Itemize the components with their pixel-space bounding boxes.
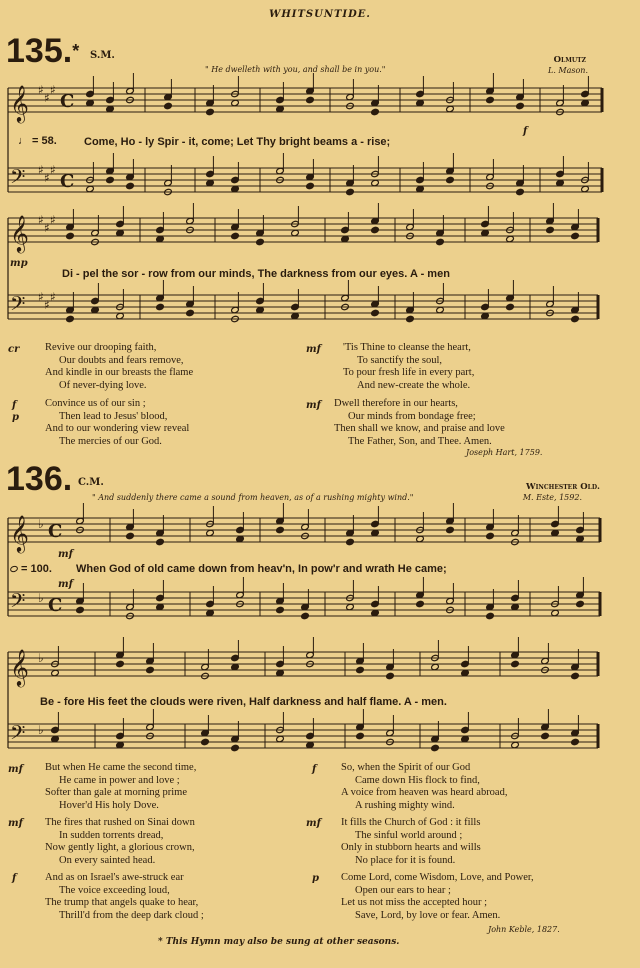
hymn-136-quote: " And suddenly there came a sound from heaven, as of a rushing mighty wind." xyxy=(92,493,414,502)
hymn-136-number: 136. xyxy=(6,460,73,498)
hymn-136-verse-2 xyxy=(45,762,196,812)
dynamic-mark: cr xyxy=(8,344,20,355)
dynamic-mark: mf xyxy=(8,818,23,829)
quarter-note xyxy=(66,315,75,322)
time-signature: C xyxy=(48,521,63,542)
time-signature: C xyxy=(60,91,75,112)
dynamic-mark: f xyxy=(12,400,17,411)
sharp-icon: ♯ xyxy=(38,213,44,227)
page-footnote: * This Hymn may also be sung at other seasons. xyxy=(158,937,400,947)
quarter-note xyxy=(201,738,210,745)
hymn-136-verse-4 xyxy=(45,872,204,922)
verse-line: Then shall we know, and praise and love xyxy=(334,423,505,435)
verse-line: The Father, Son, and Thee. Amen. xyxy=(348,435,492,447)
hymn-136-author: John Keble, 1827. xyxy=(488,925,560,934)
quarter-note xyxy=(446,176,455,183)
verse-line: Dwell therefore in our hearts, xyxy=(334,398,458,409)
bass-clef-icon: 𝄢 xyxy=(10,721,26,749)
hymn-136-verse-7 xyxy=(341,872,534,922)
time-signature: C xyxy=(48,595,63,616)
quarter-note xyxy=(571,672,580,679)
quarter-note xyxy=(371,226,380,233)
quarter-note xyxy=(126,532,135,539)
quarter-note xyxy=(66,232,75,239)
hymn-136-verse-3 xyxy=(45,817,195,867)
hymn-136-score xyxy=(0,506,640,756)
quarter-note xyxy=(406,315,415,322)
quarter-note xyxy=(231,744,240,751)
quarter-note xyxy=(576,600,585,607)
dynamic-mark: mf xyxy=(306,400,321,411)
hymn-135-quote: " He dwelleth with you, and shall be in you." xyxy=(205,65,386,74)
verse-line: Open our ears to hear ; xyxy=(355,884,451,896)
hymn-135-lyric-line-1: Come, Ho - ly Spir - it, come; Let Thy bright beams a - rise; xyxy=(84,136,391,148)
dynamic-mark: mf xyxy=(306,818,321,829)
dynamic-mark: f xyxy=(12,873,17,884)
hymn-135-verse-4 xyxy=(343,342,474,392)
hymn-136-meter: C.M. xyxy=(78,477,104,488)
verse-line: Save, Lord, by love or fear. Amen. xyxy=(355,909,501,921)
hymn-135-meter: S.M. xyxy=(90,50,115,61)
verse-line: Thrill'd from the deep dark cloud ; xyxy=(59,909,204,921)
sharp-icon: ♯ xyxy=(44,171,50,185)
bass-clef-icon: 𝄢 xyxy=(10,589,26,617)
dynamic-mark: f xyxy=(523,126,528,137)
quarter-note xyxy=(506,303,515,310)
flat-icon: ♭ xyxy=(38,591,44,605)
quarter-note xyxy=(76,606,85,613)
quarter-note xyxy=(301,612,310,619)
hymn-135-verse-3 xyxy=(45,398,189,448)
dynamic-mark: mf xyxy=(58,549,73,560)
page-header: WHITSUNTIDE. xyxy=(269,9,371,20)
verse-line: Only in stubborn hearts and wills xyxy=(341,842,481,854)
verse-line: Then lead to Jesus' blood, xyxy=(59,410,168,422)
hymn-135-lyric-line-2: Di - pel the sor - row from our minds, The darkness from our eyes. A - men xyxy=(62,268,450,280)
quarter-note xyxy=(486,96,495,103)
verse-line: The sinful world around ; xyxy=(355,829,463,841)
hymn-number: 135. xyxy=(6,32,73,70)
hymn-136-metronome xyxy=(10,563,52,575)
quarter-note xyxy=(571,232,580,239)
treble-clef-icon: 𝄞 xyxy=(10,648,29,686)
quarter-note xyxy=(431,744,440,751)
quarter-note xyxy=(516,188,525,195)
hymn-135-score xyxy=(0,80,640,320)
quarter-note xyxy=(156,303,165,310)
hymn-135-composer: L. Mason. xyxy=(548,66,588,75)
flat-icon: ♭ xyxy=(38,723,44,737)
quarter-note xyxy=(386,672,395,679)
hymn-136-verse-5 xyxy=(341,762,507,812)
sharp-icon: ♯ xyxy=(50,163,56,177)
hymn-136-lyric-line-2: Be - fore His feet the clouds were riven, Half darkness and half flame. A - men. xyxy=(40,696,447,708)
verse-line: Of never-dying love. xyxy=(59,379,147,391)
verse-line: To sanctify the soul, xyxy=(357,354,442,366)
hymn-135-author: Joseph Hart, 1759. xyxy=(466,448,543,457)
footnote-star: * xyxy=(72,41,80,61)
quarter-note xyxy=(486,532,495,539)
quarter-note xyxy=(116,660,125,667)
quarter-note xyxy=(541,732,550,739)
hymn-136-composer: M. Este, 1592. xyxy=(522,493,582,502)
verse-line: The trump that angels quake to hear, xyxy=(45,897,199,909)
hymn-135-number xyxy=(6,34,79,68)
quarter-note xyxy=(446,526,455,533)
verse-line: And to our wondering view reveal xyxy=(45,423,190,435)
quarter-note xyxy=(346,538,355,545)
quarter-note xyxy=(416,600,425,607)
verse-line: No place for it is found. xyxy=(355,854,456,866)
quarter-note xyxy=(371,309,380,316)
verse-line: Now gently light, a glorious crown, xyxy=(45,842,195,854)
verse-line: Our doubts and fears remove, xyxy=(59,354,184,366)
verse-line: Our minds from bondage free; xyxy=(348,410,476,422)
quarter-note xyxy=(106,176,115,183)
quarter-note xyxy=(126,182,135,189)
verse-line: Let us not miss the accepted hour ; xyxy=(341,897,488,909)
half-note-icon xyxy=(9,565,19,573)
verse-line: It fills the Church of God : it fills xyxy=(341,817,481,828)
treble-clef-icon: 𝄞 xyxy=(10,514,29,552)
verse-line: And as on Israel's awe-struck ear xyxy=(45,872,184,883)
dynamic-mark: mf xyxy=(58,579,73,590)
hymn-136-verse-6 xyxy=(341,817,481,867)
hymn-135-verse-5 xyxy=(334,398,505,448)
sharp-icon: ♯ xyxy=(44,221,50,235)
verse-line: He came in power and love ; xyxy=(59,774,180,786)
sharp-icon: ♯ xyxy=(50,83,56,97)
treble-clef-icon: 𝄞 xyxy=(10,214,29,252)
dynamic-mark: p xyxy=(12,412,19,423)
sharp-icon: ♯ xyxy=(44,298,50,312)
treble-clef-icon: 𝄞 xyxy=(10,84,29,122)
dynamic-mark: mf xyxy=(306,344,321,355)
sharp-icon: ♯ xyxy=(50,213,56,227)
verse-line: The fires that rushed on Sinai down xyxy=(45,817,195,828)
verse-line: Hover'd His holy Dove. xyxy=(59,799,159,811)
quarter-note xyxy=(306,96,315,103)
sharp-icon: ♯ xyxy=(38,163,44,177)
verse-line: The voice exceeding loud, xyxy=(59,884,170,896)
sharp-icon: ♯ xyxy=(44,91,50,105)
verse-line: The mercies of our God. xyxy=(59,435,162,447)
flat-icon: ♭ xyxy=(38,517,44,531)
verse-line: But when He came the second time, xyxy=(45,762,197,773)
quarter-note xyxy=(186,309,195,316)
time-signature: C xyxy=(60,171,75,192)
dynamic-mark: p xyxy=(312,873,319,884)
quarter-note xyxy=(231,232,240,239)
quarter-note xyxy=(164,102,173,109)
quarter-note xyxy=(546,226,555,233)
hymn-135-metronome: ♩ = 58. xyxy=(18,135,57,147)
dynamic-mark: mf xyxy=(8,764,23,775)
bass-clef-icon: 𝄢 xyxy=(10,165,26,193)
verse-line: On every sainted head. xyxy=(59,854,156,866)
verse-line: To pour fresh life in every part, xyxy=(343,367,475,379)
quarter-note xyxy=(371,108,380,115)
quarter-note xyxy=(276,526,285,533)
sharp-icon: ♯ xyxy=(50,290,56,304)
dynamic-mark: mp xyxy=(10,258,28,269)
quarter-note xyxy=(256,238,265,245)
hymn-135-verse-2 xyxy=(45,342,193,392)
verse-line: A rushing mighty wind. xyxy=(355,799,455,811)
verse-line: So, when the Spirit of our God xyxy=(341,762,471,773)
quarter-note xyxy=(356,732,365,739)
verse-line: In sudden torrents dread, xyxy=(59,829,164,841)
quarter-note xyxy=(571,315,580,322)
sharp-icon: ♯ xyxy=(38,290,44,304)
verse-line: 'Tis Thine to cleanse the heart, xyxy=(343,342,471,353)
quarter-note xyxy=(571,738,580,745)
verse-line: Convince us of our sin ; xyxy=(45,398,146,409)
quarter-note xyxy=(156,538,165,545)
flat-icon: ♭ xyxy=(38,651,44,665)
verse-line: A voice from heaven was heard abroad, xyxy=(341,787,508,799)
verse-line: Came down His flock to find, xyxy=(355,774,480,786)
quarter-note xyxy=(511,660,520,667)
hymn-136-lyric-line-1: When God of old came down from heav'n, In pow'r and wrath He came; xyxy=(76,563,447,575)
quarter-note xyxy=(486,612,495,619)
quarter-note xyxy=(146,666,155,673)
sharp-icon: ♯ xyxy=(38,83,44,97)
verse-line: Come Lord, come Wisdom, Love, and Power, xyxy=(341,872,534,883)
quarter-note xyxy=(516,102,525,109)
hymn-135-tune: Olmutz xyxy=(553,55,586,65)
quarter-note xyxy=(306,182,315,189)
quarter-note xyxy=(276,606,285,613)
quarter-note xyxy=(356,666,365,673)
dynamic-mark: f xyxy=(312,764,317,775)
verse-line: And kindle in our breasts the flame xyxy=(45,367,194,379)
bass-clef-icon: 𝄢 xyxy=(10,292,26,320)
hymn-136-tune: Winchester Old. xyxy=(526,482,600,492)
quarter-note xyxy=(436,238,445,245)
metronome-value: = 100. xyxy=(21,563,52,575)
quarter-note xyxy=(206,108,215,115)
verse-line: Softer than gale at morning prime xyxy=(45,787,188,799)
quarter-note xyxy=(346,188,355,195)
verse-line: Revive our drooping faith, xyxy=(45,342,157,353)
verse-line: And new-create the whole. xyxy=(357,379,471,391)
